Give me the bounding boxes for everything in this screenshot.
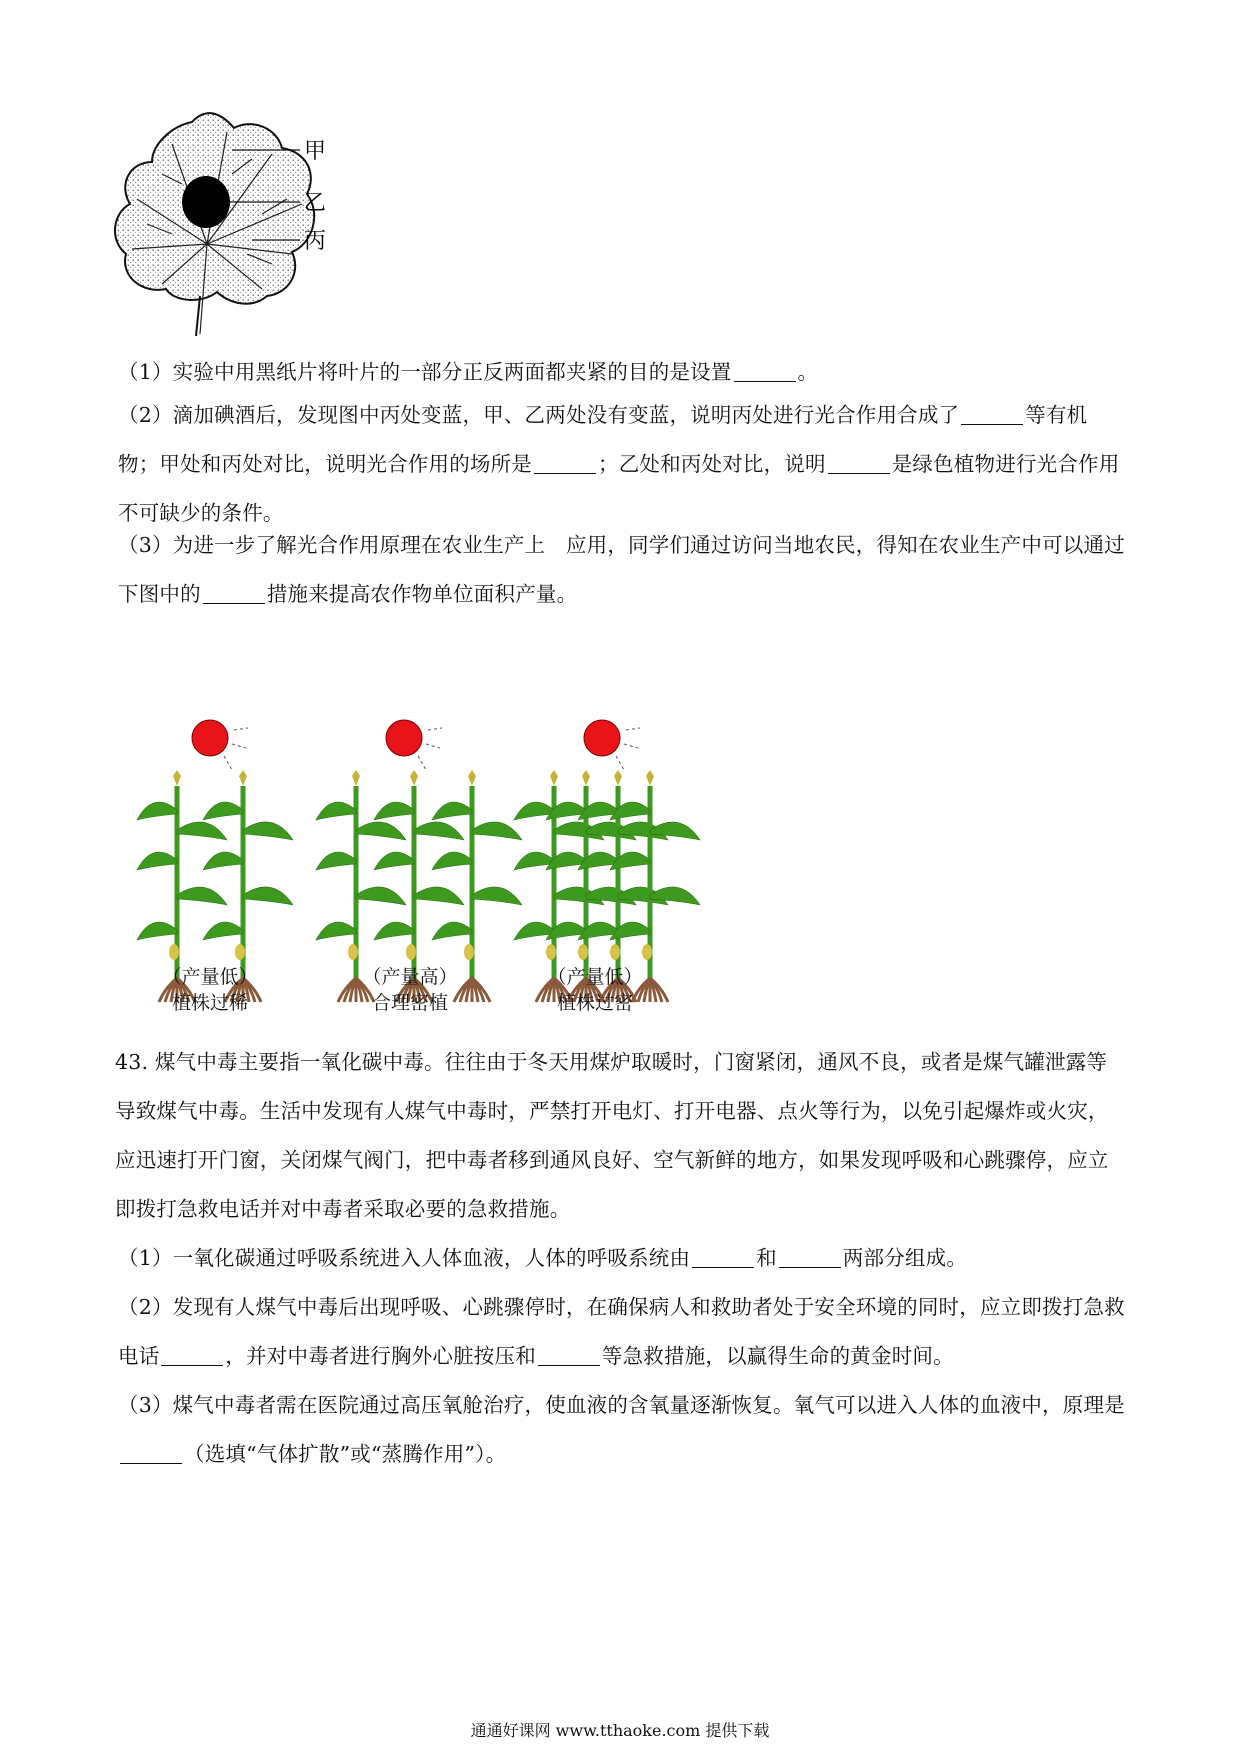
answer-blank[interactable] (961, 404, 1023, 426)
q42-part1: （1）实验中用黑纸片将叶片的一部分正反两面都夹紧的目的是设置 。 (118, 360, 819, 384)
label-jia: 甲 (304, 139, 327, 164)
answer-blank[interactable] (538, 1345, 600, 1367)
q43-part3: （3）煤气中毒者需在医院通过高压氧舱治疗，使血液的含氧量逐渐恢复。氧气可以进入人体的血液中，原理是（选填“气体扩散”或“蒸腾作用”）。 (118, 1393, 1125, 1466)
sun-icon (584, 720, 620, 756)
sun-icon (386, 720, 422, 756)
leaf-diagram (112, 104, 392, 384)
q42-part3: （3）为进一步了解光合作用原理在农业生产上 应用，同学们通过访问当地农民，得知在农业生产中可以通过下图中的 措施来提高农作物单位面积产量。 (118, 533, 1125, 606)
caption-dense: （产量低） 植株过密 (547, 966, 643, 1014)
q43-part2: （2）发现有人煤气中毒后出现呼吸、心跳骤停时，在确保病人和救助者处于安全环境的同时，应立即拨打急救电话 ，并对中毒者进行胸外心脏按压和 等急救措施，以赢得生命的黄金时间。 (118, 1295, 1125, 1368)
sun-icon (192, 720, 228, 756)
plant-group (316, 720, 522, 1002)
answer-blank[interactable] (120, 1443, 182, 1465)
label-yi: 乙 (304, 191, 327, 216)
answer-blank[interactable] (203, 583, 265, 605)
q42-part2: （2）滴加碘酒后，发现图中丙处变蓝，甲、乙两处没有变蓝，说明丙处进行光合作用合成了 等有机物；甲处和丙处对比，说明光合作用的场所是 ；乙处和丙处对比，说明 是绿色植物进行光合作用不可缺少的条件。 (118, 403, 1120, 525)
answer-blank[interactable] (828, 453, 890, 475)
answer-blank[interactable] (161, 1345, 223, 1367)
label-bing: 丙 (304, 229, 327, 254)
answer-blank[interactable] (534, 453, 596, 475)
footer-credit: 通通好课网 www.tthaoke.com 提供下载 (470, 1721, 770, 1740)
plant-group (137, 720, 293, 1002)
caption-reasonable: （产量高） 合理密植 (362, 966, 458, 1014)
answer-blank[interactable] (779, 1247, 841, 1269)
q43-part1: （1）一氧化碳通过呼吸系统进入人体血液，人体的呼吸系统由 和 两部分组成。 (118, 1246, 968, 1270)
answer-blank[interactable] (692, 1247, 754, 1269)
q43-intro: 43. 煤气中毒主要指一氧化碳中毒。往往由于冬天用煤炉取暖时，门窗紧闭，通风不良，或者是煤气罐泄露等导致煤气中毒。生活中发现有人煤气中毒时，严禁打开电灯、打开电器、点火等行为，以免引起爆炸或火灾，应迅速打开门窗，关闭煤气阀门，把中毒者移到通风良好、空气新鲜的地方，如果发现呼吸和心跳骤停，应立即拨打急救电话并对中毒者采取必要的急救措施。 (115, 1050, 1109, 1221)
caption-sparse: （产量低） 植株过稀 (162, 966, 258, 1014)
black-paper-area (182, 176, 230, 228)
plant-group (514, 720, 700, 1002)
answer-blank[interactable] (734, 361, 796, 383)
